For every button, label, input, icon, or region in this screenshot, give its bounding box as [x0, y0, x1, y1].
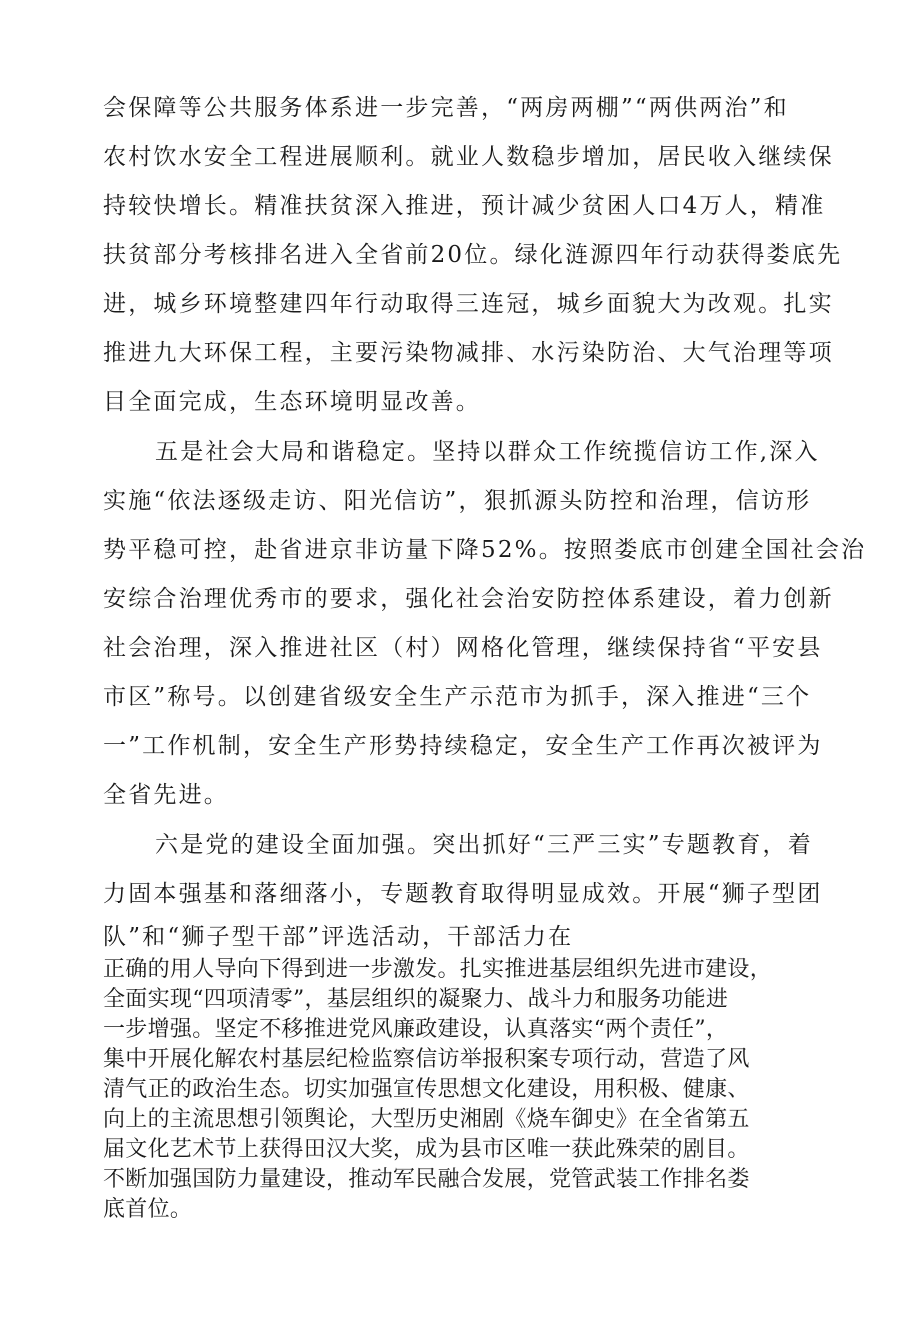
text-line: 底首位。 — [103, 1197, 193, 1222]
text-line: 扶贫部分考核排名进入全省前20位。绿化涟源四年行动获得娄底先 — [103, 242, 843, 268]
text-line: 安综合治理优秀市的要求，强化社会治安防控体系建设，着力创新 — [103, 586, 834, 612]
paragraph-six-first-line: 六是党的建设全面加强。突出抓好“三严三实”专题教育，着 — [155, 832, 813, 858]
text-line: 会保障等公共服务体系进一步完善，“两房两棚”“两供两治”和 — [103, 95, 789, 121]
text-line: 势平稳可控，赴省进京非访量下降52%。按照娄底市创建全国社会治 — [103, 537, 867, 563]
text-line: 推进九大环保工程，主要污染物减排、水污染防治、大气治理等项 — [103, 340, 834, 366]
text-line: 不断加强国防力量建设，推动军民融合发展，党管武装工作排名娄 — [103, 1167, 750, 1192]
text-line: 实施“依法逐级走访、阳光信访”，狠抓源头防控和治理，信访形 — [103, 488, 812, 514]
text-line: 集中开展化解农村基层纪检监察信访举报积案专项行动，营造了风 — [103, 1047, 750, 1072]
text-line: 正确的用人导向下得到进一步激发。扎实推进基层组织先进市建设， — [103, 957, 773, 982]
text-line: 农村饮水安全工程进展顺利。就业人数稳步增加，居民收入继续保 — [103, 144, 834, 170]
text-line: 力固本强基和落细落小，专题教育取得明显成效。开展“狮子型团 — [103, 881, 823, 907]
text-line: 市区”称号。以创建省级安全生产示范市为抓手，深入推进“三个 — [103, 684, 812, 710]
text-line: 持较快增长。精准扶贫深入推进，预计减少贫困人口4万人，精准 — [103, 193, 826, 219]
text-line: 清气正的政治生态。切实加强宣传思想文化建设，用积极、健康、 — [103, 1077, 750, 1102]
text-line: 目全面完成，生态环境明显改善。 — [103, 389, 481, 415]
text-line: 进，城乡环境整建四年行动取得三连冠，城乡面貌大为改观。扎实 — [103, 291, 834, 317]
text-line: 一步增强。坚定不移推进党风廉政建设，认真落实“两个责任”， — [103, 1017, 729, 1042]
text-line: 全面实现“四项清零”，基层组织的凝聚力、战斗力和服务功能进 — [103, 987, 729, 1012]
text-line: 向上的主流思想引领舆论，大型历史湘剧《烧车御史》在全省第五 — [103, 1107, 750, 1132]
text-line: 一”工作机制，安全生产形势持续稳定，安全生产工作再次被评为 — [103, 733, 823, 759]
text-line: 社会治理，深入推进社区（村）网格化管理，继续保持省“平安县 — [103, 635, 823, 661]
paragraph-five-first-line: 五是社会大局和谐稳定。坚持以群众工作统揽信访工作,深入 — [155, 439, 820, 465]
text-line: 届文化艺术节上获得田汉大奖，成为县市区唯一获此殊荣的剧目。 — [103, 1137, 750, 1162]
text-line: 队”和“狮子型干部”评选活动，干部活力在 — [103, 924, 574, 950]
text-line: 全省先进。 — [103, 782, 229, 808]
